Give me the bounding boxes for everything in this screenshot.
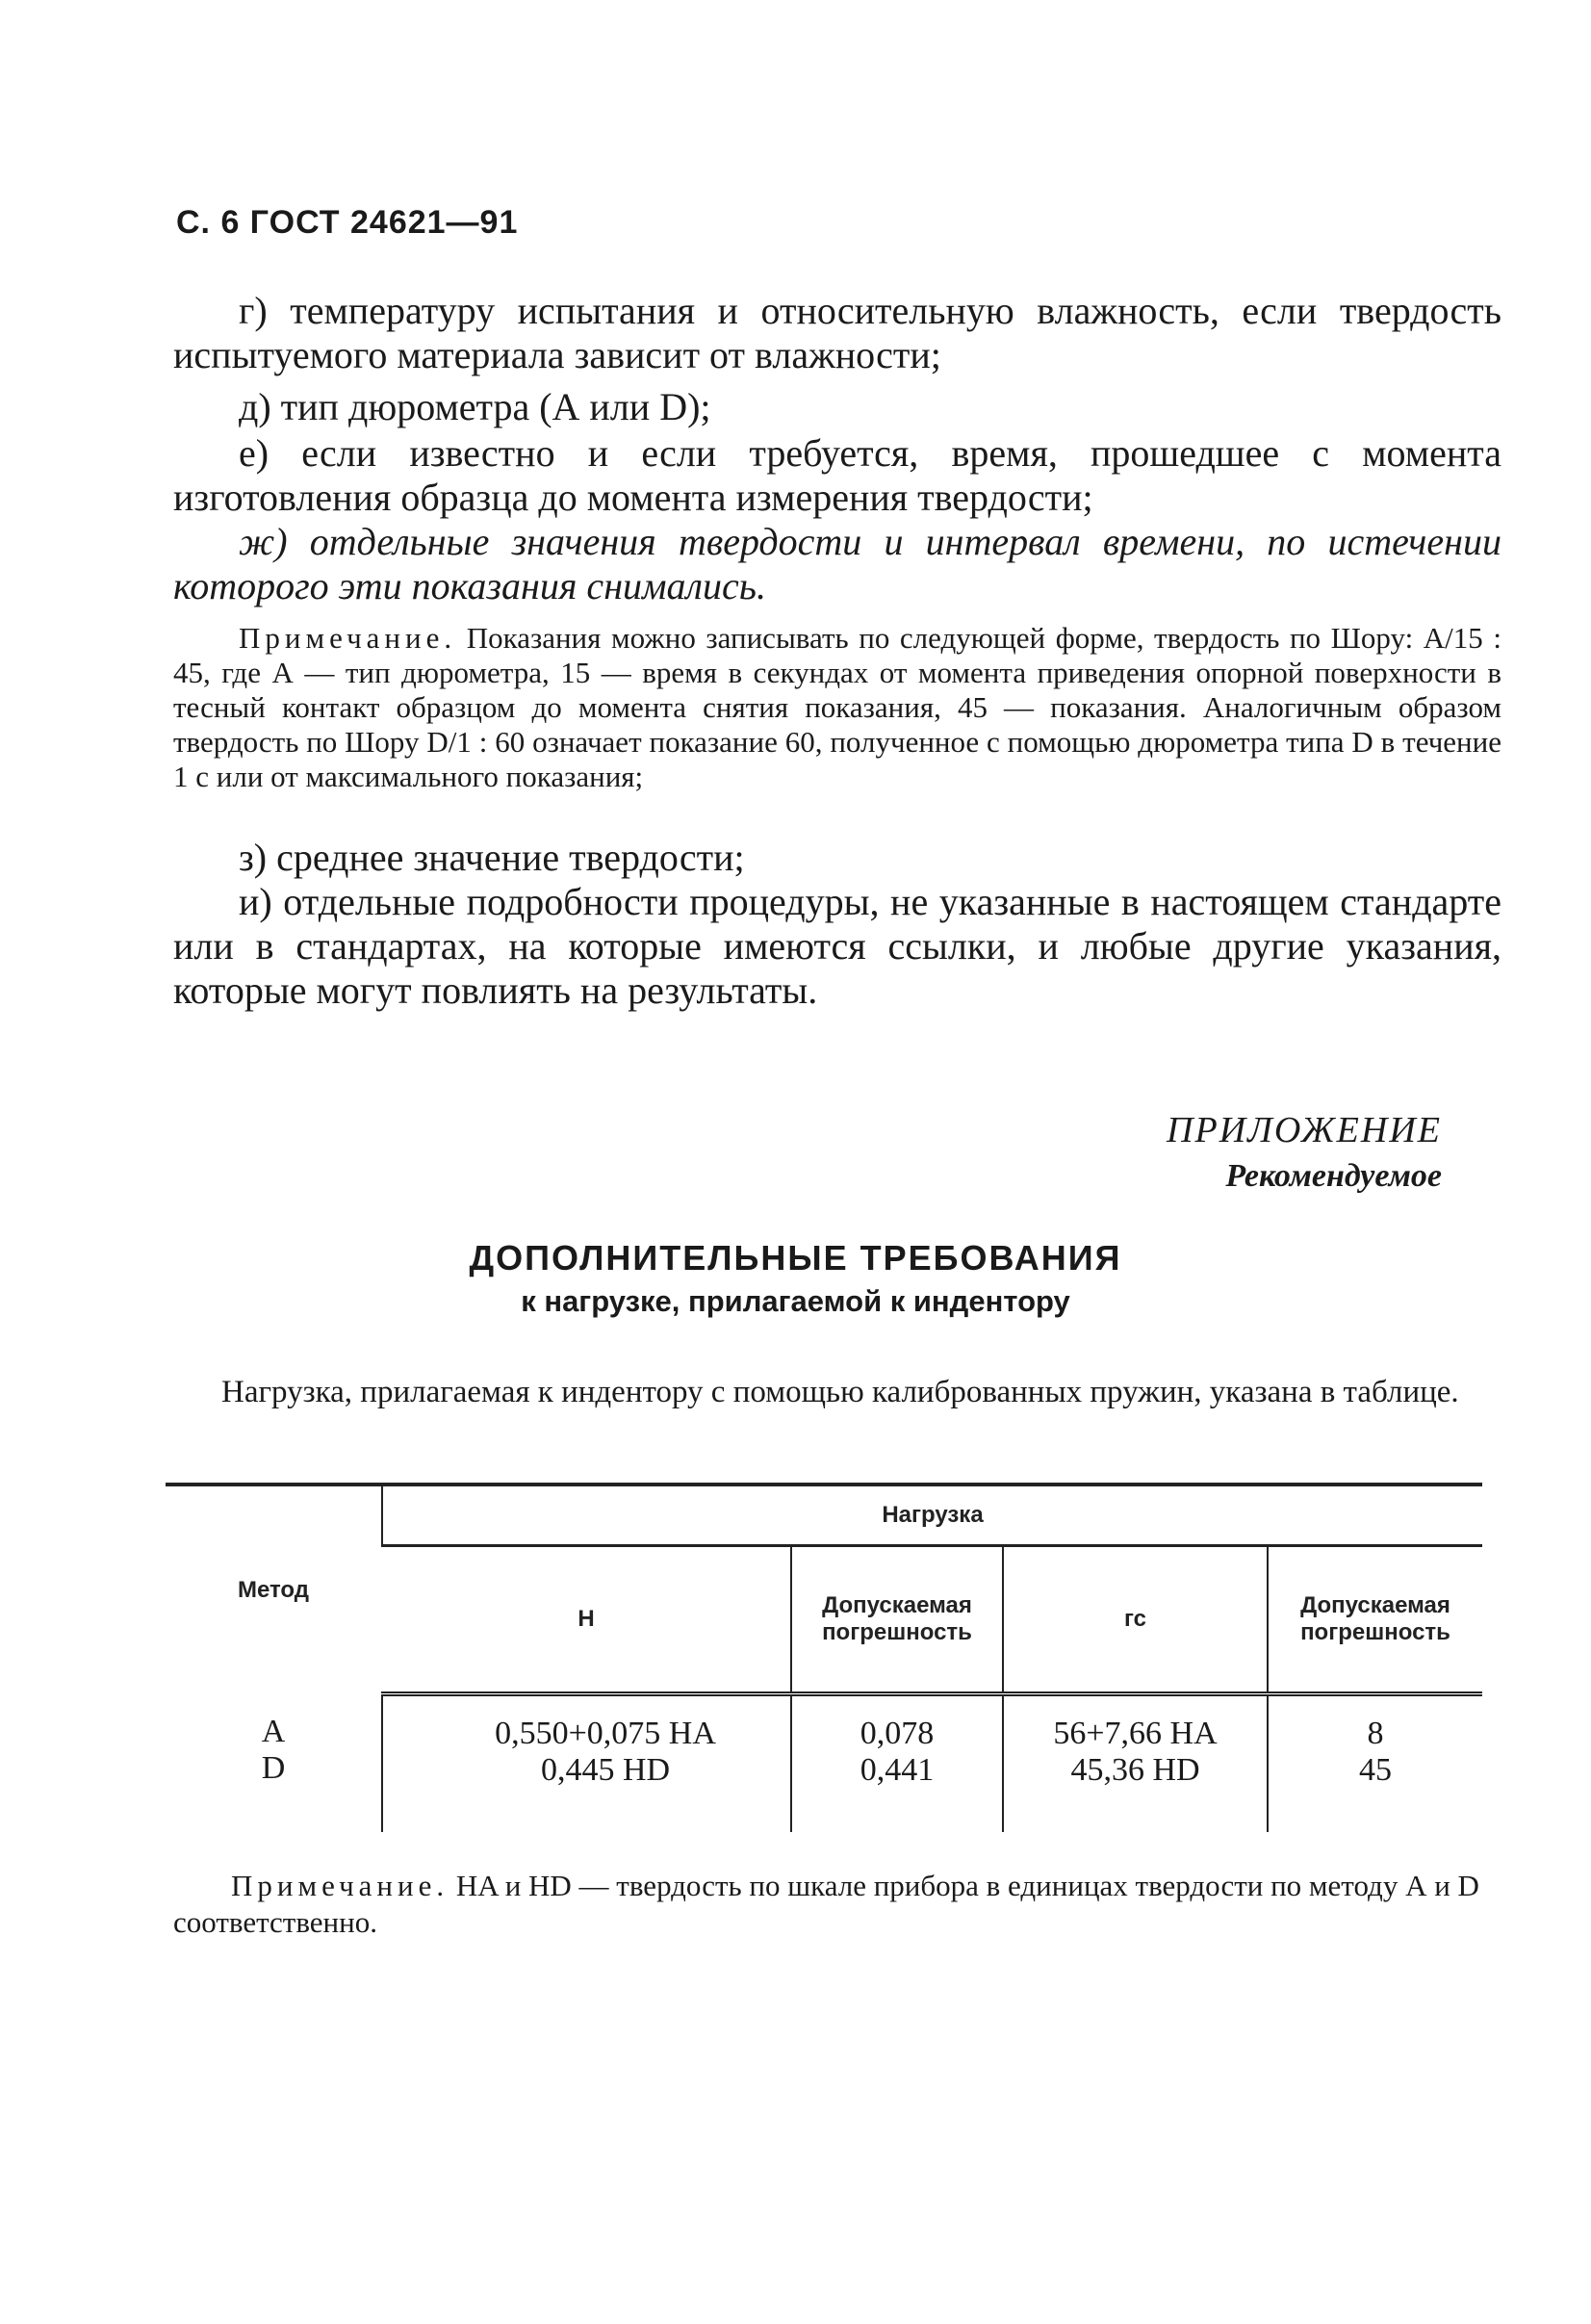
col-n-header: Н (382, 1546, 791, 1694)
col-method-header: Метод (237, 1576, 310, 1603)
note-1-label: Примечание. (239, 621, 457, 655)
note-2-text: HA и HD — твердость по шкале прибора в единицах твердости по методу А и D соответственно. (173, 1869, 1479, 1939)
load-group-header: Нагрузка (382, 1485, 1482, 1546)
section-subtitle: к нагрузке, прилагаемой к индентору (521, 1284, 1070, 1318)
gs-value-d: 45,36 HD (1070, 1752, 1200, 1788)
item-i: и) отдельные подробности процедуры, не указанные в настоящем стандарте или в стандартах, на которые имеются ссылки, и любые другие указания, которые могут повлиять на результаты. (173, 880, 1501, 1012)
item-d: д) тип дюрометра (А или D); (239, 385, 711, 428)
cell-n (382, 1694, 791, 1833)
item-e: е) если известно и если требуется, время, прошедшее с момента изготовления образца до момента измерения твердости; (173, 431, 1501, 519)
tol1-value-d: 0,441 (860, 1752, 935, 1788)
page-header: С. 6 ГОСТ 24621—91 (176, 204, 519, 241)
col-tol1-header: Допускаемая погрешность (791, 1546, 1003, 1694)
note-2 (173, 1868, 1501, 1941)
appendix-label (1167, 1107, 1442, 1200)
load-table (166, 1483, 1482, 1832)
table-row (166, 1694, 1482, 1833)
item-z: з) среднее значение твердости; (239, 836, 745, 879)
cell-gs (1003, 1694, 1268, 1833)
tol1-value-a: 0,078 (860, 1716, 935, 1751)
appendix-title: ПРИЛОЖЕНИЕ (1167, 1110, 1442, 1150)
tol2-value-d: 45 (1359, 1752, 1392, 1788)
cell-tol1 (791, 1694, 1003, 1833)
col-gs-header: гс (1003, 1546, 1268, 1694)
gs-value-a: 56+7,66 HA (1053, 1716, 1218, 1751)
section-title: ДОПОЛНИТЕЛЬНЫЕ ТРЕБОВАНИЯ (469, 1238, 1122, 1278)
note-1 (173, 621, 1501, 794)
appendix-status: Рекомендуемое (1225, 1158, 1442, 1194)
method-d: D (261, 1749, 286, 1786)
section-intro: Нагрузка, прилагаемая к индентору с помощью калиброванных пружин, указана в таблице. (221, 1375, 1459, 1409)
cell-tol2 (1268, 1694, 1482, 1833)
note-2-label: Примечание. (231, 1869, 449, 1902)
item-zh: ж) отдельные значения твердости и интервал времени, по истечении которого эти показания снимались. (173, 520, 1501, 607)
note-1-text: Показания можно записывать по следующей форме, твердость по Шору: А/15 : 45, где А — тип дюрометра, 15 — время в секундах от момента приведения опорной поверхности в тесный контакт образцом до момента снятия показания, 45 — показания. Аналогичным образом твердость по Шору D/1 : 60 означает показание 60, полученное с помощью дюрометра типа D в течение 1 с или от максимального показания; (173, 621, 1501, 793)
n-value-d: 0,445 HD (540, 1752, 671, 1788)
method-a: А (261, 1713, 286, 1749)
cell-methods (166, 1694, 382, 1833)
n-value-a: 0,550+0,075 HA (495, 1716, 716, 1751)
tol2-value-a: 8 (1367, 1716, 1384, 1751)
item-g: г) температуру испытания и относительную влажность, если твердость испытуемого материала зависит от влажности; (173, 289, 1501, 376)
col-tol2-header: Допускаемая погрешность (1268, 1546, 1482, 1694)
